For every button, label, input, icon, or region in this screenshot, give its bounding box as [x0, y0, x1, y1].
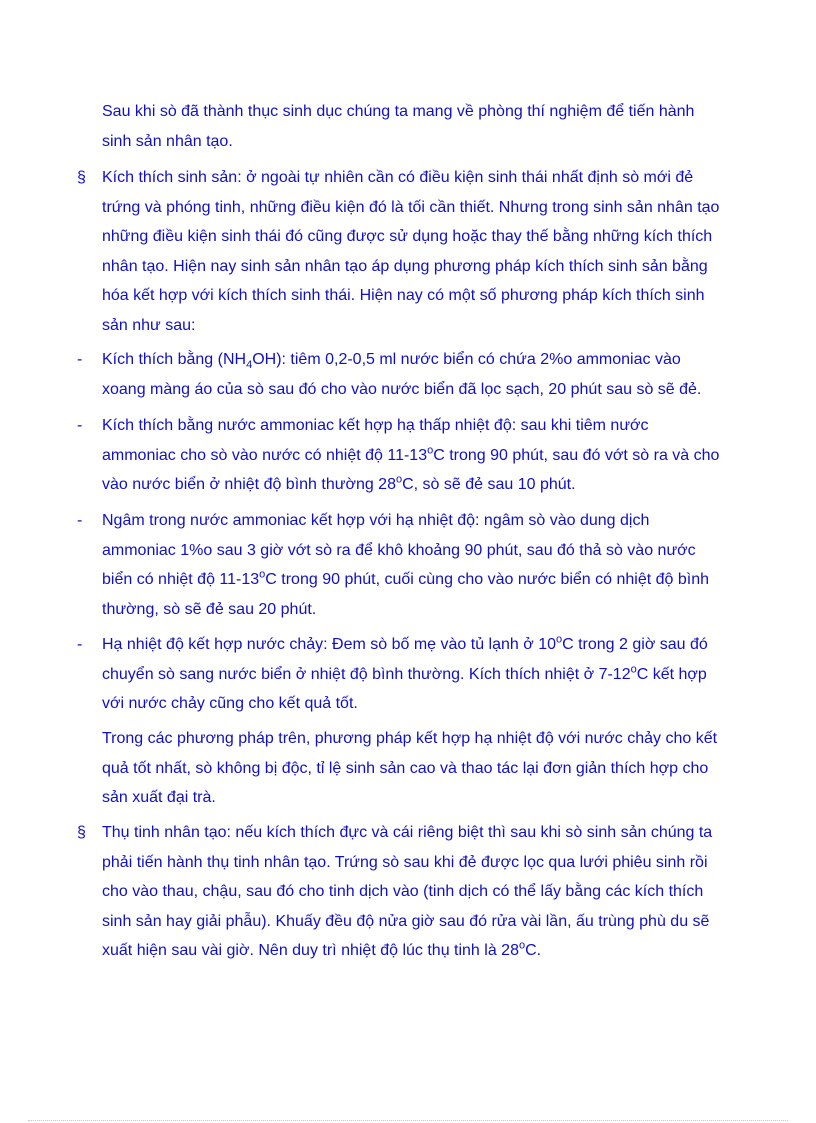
method1-text: Kích thích bằng (NH — [102, 351, 247, 368]
section-bullet: § — [77, 824, 86, 841]
section-bullet: § — [77, 169, 86, 186]
item-dash: - — [77, 417, 83, 434]
method2-text: Kích thích bằng nước ammoniac kết hợp hạ thấp nhiệt độ: sau khi tiêm nước ammoniac cho sò vào nước có nhiệt độ 11-13 — [102, 417, 649, 464]
method-cooling-running-water — [102, 630, 722, 719]
fertilization-text: C. — [525, 942, 542, 959]
conclusion-paragraph: Trong các phương pháp trên, phương pháp kết hợp hạ nhiệt độ với nước chảy cho kết quả tốt nhất, sò không bị độc, tỉ lệ sinh sản cao và thao tác lại đơn giản thích hợp cho sản xuất đại trà. — [102, 730, 718, 806]
degree-mark: o — [555, 633, 563, 646]
fertilization-text: Thụ tinh nhân tạo: nếu kích thích đực và cái riêng biệt thì sau khi sò sinh sản chúng ta phải tiến hành thụ tinh nhân tạo. Trứng sò sau khi đẻ được lọc qua lưới phiêu sinh rồi cho vào thau, chậu, sau đó cho tinh dịch vào (tinh dịch có thể lấy bằng các kích thích sinh sản hay giải phẫu). Khuấy đều độ nửa giờ sau đó rửa vài lần, ấu trùng phù du sẽ xuất hiện sau vài giờ. Nên duy trì nhiệt độ lúc thụ tinh là 28 — [102, 824, 713, 959]
method-ammonium-hydroxide — [102, 345, 722, 404]
item-dash: - — [77, 512, 83, 529]
stimulation-paragraph: Kích thích sinh sản: ở ngoài tự nhiên cần có điều kiện sinh thái nhất định sò mới đẻ trứng và phóng tinh, những điều kiện đó là tối cần thiết. Nhưng trong sinh sản nhân tạo những điều kiện sinh thái đó cũng được sử dụng hoặc thay thế bằng những kích thích nhân tạo. Hiện nay sinh sản nhân tạo áp dụng phương pháp kích thích sinh sản bằng hóa kết hợp với kích thích sinh thái. Hiện nay có một số phương pháp kích thích sinh sản như sau: — [102, 169, 720, 334]
method4-text: C trong 2 giờ sau đó chuyển sò sang nước biển ở nhiệt độ bình thường. Kích thích nhiệt ở 7-12 — [102, 636, 708, 683]
degree-mark: o — [427, 444, 434, 457]
method-ammonia-cooling — [102, 411, 722, 500]
degree-mark: o — [259, 568, 266, 581]
intro-paragraph: Sau khi sò đã thành thục sinh dục chúng ta mang về phòng thí nghiệm để tiến hành sinh sản nhân tạo. — [102, 103, 695, 150]
method4-text: Hạ nhiệt độ kết hợp nước chảy: Đem sò bố mẹ vào tủ lạnh ở 10 — [102, 636, 556, 653]
method2-text: C trong 90 phút, sau đó vớt sò ra và cho vào nước biển ở nhiệt độ bình thường 28 — [102, 446, 720, 493]
method1-subscript: 4 — [246, 359, 253, 372]
method1-text-rest: OH): tiêm 0,2-0,5 ml nước biển có chứa 2%o ammoniac vào xoang màng áo của sò sau đó cho vào nước biển đã lọc sạch, 20 phút sau sò sẽ đẻ. — [102, 351, 702, 398]
method3-text: Ngâm trong nước ammoniac kết hợp với hạ nhiệt độ: ngâm sò vào dung dịch ammoniac 1%o sau 3 giờ vớt sò ra để khô khoảng 90 phút, sau đó thả sò vào nước biển có nhiệt độ 11-13 — [102, 512, 696, 588]
method4-text: C kết hợp với nước chảy cũng cho kết quả tốt. — [102, 665, 707, 712]
item-dash: - — [77, 351, 83, 368]
degree-mark: o — [518, 939, 526, 952]
page-bottom-divider — [28, 1120, 788, 1121]
degree-mark: o — [630, 663, 637, 676]
method-ammonia-soaking — [102, 506, 722, 624]
item-dash: - — [77, 636, 83, 653]
method2-text: C, sò sẽ đẻ sau 10 phút. — [402, 476, 576, 493]
fertilization-paragraph — [102, 818, 722, 966]
method3-text: C trong 90 phút, cuối cùng cho vào nước biển có nhiệt độ bình thường, sò sẽ đẻ sau 20 phút. — [102, 571, 709, 618]
degree-mark: o — [395, 473, 403, 486]
